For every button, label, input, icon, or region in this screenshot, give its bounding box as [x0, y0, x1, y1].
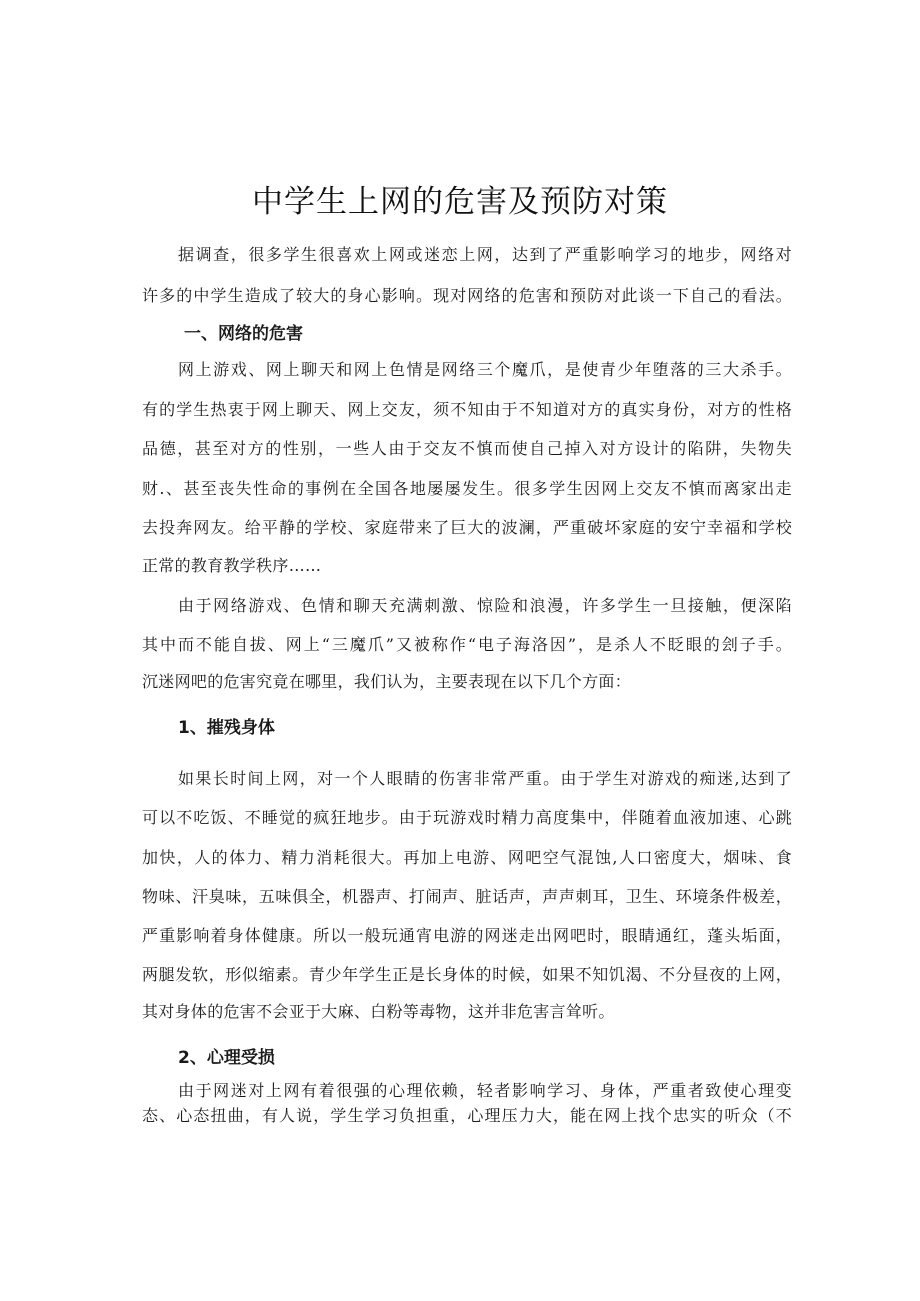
para-b-line-1: 由于网络游戏、色情和聊天充满刺激、惊险和浪漫，许多学生一旦接触，便深陷 [178, 596, 792, 615]
para-b-line-2: 其中而不能自拔、网上“三魔爪”又被称作“电子海洛因”，是杀人不眨眼的刽子手。 [142, 635, 792, 654]
document-title: 中学生上网的危害及预防对策 [252, 184, 668, 220]
para-c-line-2: 可以不吃饭、不睡觉的疯狂地步。由于玩游戏时精力高度集中，伴随着血液加速、心跳 [142, 808, 792, 827]
para-a-line-2: 有的学生热衷于网上聊天、网上交友，须不知由于不知道对方的真实身份，对方的性格 [142, 400, 792, 419]
section-heading-harms: 一、网络的危害 [184, 324, 303, 344]
subheading-body-harm: 1、摧残身体 [178, 718, 275, 738]
para-b-line-3: 沉迷网吧的危害究竟在哪里，我们认为，主要表现在以下几个方面： [142, 672, 632, 691]
para-c-line-3: 加快，人的体力、精力消耗很大。再加上电游、网吧空气混蚀,人口密度大，烟味、食 [142, 848, 792, 867]
para-a-line-1: 网上游戏、网上聊天和网上色情是网络三个魔爪，是使青少年堕落的三大杀手。 [178, 360, 792, 379]
para-d-line-1: 由于网迷对上网有着很强的心理依赖，轻者影响学习、身体，严重者致使心理变 [178, 1081, 792, 1100]
para-c-line-6: 两腿发软，形似缩素。青少年学生正是长身体的时候，如果不知饥渴、不分昼夜的上网， [142, 965, 792, 984]
para-c-line-1: 如果长时间上网，对一个人眼睛的伤害非常严重。由于学生对游戏的痴迷,达到了 [178, 769, 792, 788]
subheading-mental-harm: 2、心理受损 [178, 1048, 275, 1068]
para-a-line-3: 品德，甚至对方的性别，一些人由于交友不慎而使自己掉入对方设计的陷阱，失物失 [142, 439, 792, 458]
intro-line-2: 许多的中学生造成了较大的身心影响。现对网络的危害和预防对此谈一下自己的看法。 [142, 286, 792, 305]
para-c-line-4: 物味、汗臭味，五味俱全，机器声、打闹声、脏话声，声声刺耳，卫生、环境条件极差， [142, 887, 792, 906]
para-c-line-7: 其对身体的危害不会亚于大麻、白粉等毒物，这并非危害言耸听。 [142, 1002, 615, 1021]
para-a-line-6: 正常的教育教学秩序…… [142, 556, 322, 575]
para-a-line-4: 财.、甚至丧失性命的事例在全国各地屡屡发生。很多学生因网上交友不慎而离家出走 [142, 479, 792, 498]
intro-line-1: 据调查，很多学生很喜欢上网或迷恋上网，达到了严重影响学习的地步，网络对 [178, 245, 792, 264]
para-c-line-5: 严重影响着身体健康。所以一般玩通宵电游的网迷走出网吧时，眼睛通红，蓬头垢面， [142, 926, 792, 945]
para-d-line-2: 态、心态扭曲，有人说，学生学习负担重，心理压力大，能在网上找个忠实的听众（不 [142, 1106, 792, 1125]
para-a-line-5: 去投奔网友。给平静的学校、家庭带来了巨大的波澜，严重破坏家庭的安宁幸福和学校 [142, 518, 792, 537]
